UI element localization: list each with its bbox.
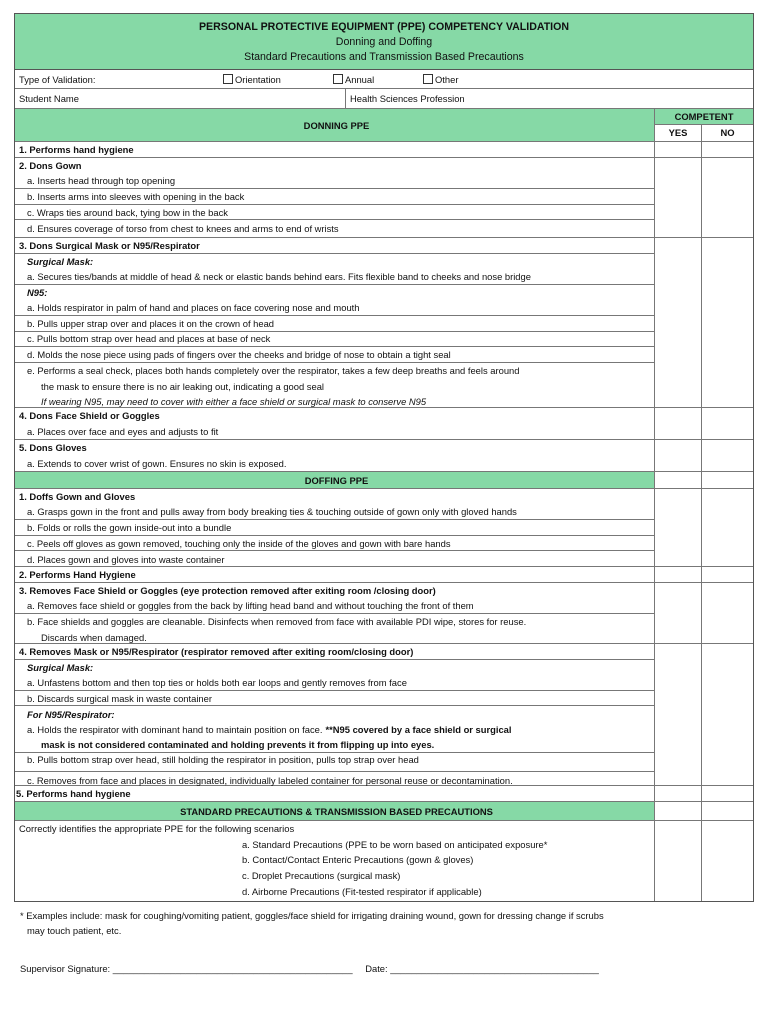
no-label: NO — [720, 127, 735, 138]
annual-label: Annual — [345, 73, 375, 85]
donning-3-n95-e1: e. Performs a seal check, places both hands completely over the respirator, takes a few deep breaths and feels around — [27, 365, 520, 377]
doffing-5-title: 5. Performs hand hygiene — [15, 786, 655, 801]
doffing-4-n95-a2: mask is not considered contaminated and holding prevents it from flipping up into eyes. — [15, 738, 654, 754]
signature-row — [20, 963, 599, 974]
form-title: PERSONAL PROTECTIVE EQUIPMENT (PPE) COMPETENCY VALIDATION — [198, 21, 570, 33]
donning-3-n95-label: N95: — [27, 287, 48, 299]
doffing-4-n95-label: For N95/Respirator: — [27, 708, 115, 720]
doffing-step-3 — [15, 583, 753, 644]
standard-text — [15, 821, 655, 901]
donning-3-surgical-label: Surgical Mask: — [27, 255, 94, 267]
doffing-3-no-box[interactable] — [702, 583, 753, 643]
doffing-4-n95-a1-bold: **N95 covered by a face shield or surgical — [325, 724, 512, 736]
doffing-step-4 — [15, 644, 753, 786]
donning-5a: a. Extends to cover wrist of gown. Ensures no skin is exposed. — [27, 457, 287, 469]
profession-field[interactable] — [346, 93, 465, 104]
donning-step-1-text: 1. Performs hand hygiene — [15, 142, 655, 157]
standard-header-yes-box — [655, 802, 702, 820]
donning-step-3 — [15, 238, 753, 408]
other-option[interactable] — [423, 74, 458, 85]
doffing-step-4-text — [15, 644, 655, 785]
doffing-1d: d. Places gown and gloves into waste container — [27, 553, 225, 565]
other-label: Other — [435, 73, 459, 85]
donning-title: DONNING PPE — [15, 109, 655, 141]
doffing-3b-line2: Discards when damaged. — [41, 632, 147, 644]
donning-3-no-box[interactable] — [702, 238, 753, 407]
profession-label: Health Sciences Profession — [350, 93, 465, 104]
donning-4a: a. Places over face and eyes and adjusts to fit — [27, 425, 219, 437]
doffing-4-n95-a1-text: a. Holds the respirator with dominant hand to maintain position on face. — [27, 724, 323, 736]
donning-2-no-box[interactable] — [702, 158, 753, 237]
donning-3-n95-b: b. Pulls upper strap over and places it on the crown of head — [15, 316, 654, 332]
donning-3-n95-e2: the mask to ensure there is no air leaking out, indicating a good seal — [41, 380, 324, 392]
doffing-2-no-box[interactable] — [702, 567, 753, 582]
standard-d: d. Airborne Precautions (Fit-tested respirator if applicable) — [242, 885, 482, 897]
donning-3-n95-a: a. Holds respirator in palm of hand and places on face covering nose and mouth — [15, 300, 654, 316]
ppe-form — [14, 13, 754, 902]
doffing-step-1-text — [15, 489, 655, 566]
donning-1-yes-box[interactable] — [655, 142, 702, 157]
supervisor-signature-field[interactable]: Supervisor Signature: ______________________________________________ — [20, 963, 353, 974]
standard-header-no-box — [702, 802, 753, 820]
donning-3-n95-d: d. Molds the nose piece using pads of fingers over the cheeks and bridge of nose to obtain a tight seal — [15, 347, 654, 363]
doffing-4-title: 4. Removes Mask or N95/Respirator (respirator removed after exiting room/closing door) — [15, 644, 654, 660]
standard-yes-box[interactable] — [655, 821, 702, 901]
other-checkbox[interactable] — [423, 74, 433, 84]
doffing-4-surgical-a: a. Unfastens bottom and then top ties or holds both ear loops and gently removes from face — [15, 675, 654, 691]
doffing-header-yes-box — [655, 472, 702, 488]
footnote-line-1: * Examples include: mask for coughing/vomiting patient, goggles/face shield for irrigating draining wound, gown for dressing change if scrubs — [20, 910, 604, 921]
doffing-header-row — [15, 472, 753, 489]
competent-label: COMPETENT — [655, 109, 753, 125]
orientation-checkbox[interactable] — [223, 74, 233, 84]
doffing-5-yes-box[interactable] — [655, 786, 702, 801]
doffing-5-no-box[interactable] — [702, 786, 753, 801]
donning-step-5-text — [15, 440, 655, 471]
standard-title: STANDARD PRECAUTIONS & TRANSMISSION BASED PRECAUTIONS — [15, 802, 655, 820]
orientation-label: Orientation — [235, 73, 281, 85]
doffing-4-n95-c: c. Removes from face and places in designated, individually labeled container for personal reuse or decontamination. — [27, 774, 513, 786]
doffing-3-title: 3. Removes Face Shield or Goggles (eye protection removed after exiting room /closing door) — [19, 585, 436, 597]
donning-2-yes-box[interactable] — [655, 158, 702, 237]
donning-1-no-box[interactable] — [702, 142, 753, 157]
donning-2-title: 2. Dons Gown — [19, 160, 82, 172]
doffing-step-2 — [15, 567, 753, 583]
doffing-1b: b. Folds or rolls the gown inside-out into a bundle — [15, 520, 654, 536]
donning-2d: d. Ensures coverage of torso from chest to knees and arms to end of wrists — [27, 222, 339, 234]
donning-4-title: 4. Dons Face Shield or Goggles — [19, 410, 160, 422]
doffing-step-3-text — [15, 583, 655, 643]
student-name-label: Student Name — [19, 93, 79, 104]
donning-step-4-text — [15, 408, 655, 439]
doffing-1c: c. Peels off gloves as gown removed, touching only the inside of the gloves and gown with bare hands — [15, 536, 654, 552]
doffing-1a: a. Grasps gown in the front and pulls away from body breaking ties & touching outside of gown only with gloved hands — [15, 505, 654, 521]
doffing-4-surgical-label: Surgical Mask: — [27, 661, 94, 673]
doffing-4-n95-a1 — [15, 722, 654, 738]
form-header — [15, 14, 753, 70]
yes-label: YES — [655, 125, 702, 141]
orientation-option[interactable] — [223, 74, 333, 85]
donning-3-yes-box[interactable] — [655, 238, 702, 407]
doffing-4-n95-b: b. Pulls bottom strap over head, still holding the respirator in position, pulls top strap over head — [15, 753, 654, 772]
footnote-line-2: may touch patient, etc. — [27, 925, 122, 936]
doffing-title: DOFFING PPE — [15, 472, 655, 488]
footnote — [20, 908, 720, 938]
form-subtitle-1: Donning and Doffing — [335, 36, 433, 48]
doffing-1-title: 1. Doffs Gown and Gloves — [19, 491, 136, 503]
annual-option[interactable] — [333, 74, 423, 85]
validation-type-row — [15, 70, 753, 89]
donning-header-row — [15, 109, 753, 142]
donning-step-5 — [15, 440, 753, 472]
doffing-3b-line1: b. Face shields and goggles are cleanable. Disinfects when removed from face with available PDI wipe, stores for reuse. — [27, 616, 527, 628]
doffing-4-yes-box[interactable] — [655, 644, 702, 785]
standard-b: b. Contact/Contact Enteric Precautions (gown & gloves) — [242, 854, 474, 866]
validation-type-label: Type of Validation: — [19, 73, 96, 85]
donning-step-4 — [15, 408, 753, 440]
form-frame — [14, 13, 754, 902]
donning-2a: a. Inserts head through top opening — [15, 174, 654, 190]
doffing-step-1 — [15, 489, 753, 567]
donning-2b: b. Inserts arms into sleeves with opening in the back — [15, 189, 654, 205]
donning-3-surgical-a: a. Secures ties/bands at middle of head & neck or elastic bands behind ears. Fits flexible band to cheeks and nose bridge — [15, 269, 654, 285]
donning-step-2 — [15, 158, 753, 238]
doffing-header-no-box — [702, 472, 753, 488]
standard-no-box[interactable] — [702, 821, 753, 901]
donning-4-no-box[interactable] — [702, 408, 753, 439]
donning-3-title: 3. Dons Surgical Mask or N95/Respirator — [15, 238, 654, 254]
donning-4-yes-box[interactable] — [655, 408, 702, 439]
date-field[interactable]: Date: ________________________________________ — [365, 963, 599, 974]
doffing-1-yes-box[interactable] — [655, 489, 702, 566]
doffing-step-5 — [15, 786, 753, 802]
donning-3-note: If wearing N95, may need to cover with either a face shield or surgical mask to conserve N95 — [41, 396, 427, 408]
donning-5-yes-box[interactable] — [655, 440, 702, 471]
doffing-2-yes-box[interactable] — [655, 567, 702, 582]
donning-step-3-text — [15, 238, 655, 407]
donning-step-2-text — [15, 158, 655, 237]
competent-header — [655, 109, 753, 141]
doffing-1-no-box[interactable] — [702, 489, 753, 566]
doffing-2-title: 2. Performs Hand Hygiene — [15, 567, 655, 582]
donning-3-n95-c: c. Pulls bottom strap over head and places at base of neck — [15, 332, 654, 348]
form-subtitle-2: Standard Precautions and Transmission Based Precautions — [244, 51, 524, 63]
standard-header-row — [15, 802, 753, 821]
student-row — [15, 89, 753, 109]
standard-row — [15, 821, 753, 901]
doffing-3-yes-box[interactable] — [655, 583, 702, 643]
donning-step-1 — [15, 142, 753, 158]
annual-checkbox[interactable] — [333, 74, 343, 84]
doffing-4-no-box[interactable] — [702, 644, 753, 785]
student-name-field[interactable] — [15, 89, 346, 108]
donning-5-no-box[interactable] — [702, 440, 753, 471]
donning-2c: c. Wraps ties around back, tying bow in the back — [15, 205, 654, 221]
doffing-4-surgical-b: b. Discards surgical mask in waste container — [15, 691, 654, 707]
standard-c: c. Droplet Precautions (surgical mask) — [242, 870, 401, 882]
donning-5-title: 5. Dons Gloves — [19, 442, 87, 454]
standard-a: a. Standard Precautions (PPE to be worn based on anticipated exposure* — [242, 838, 548, 850]
standard-intro: Correctly identifies the appropriate PPE for the following scenarios — [19, 823, 295, 835]
doffing-3a: a. Removes face shield or goggles from the back by lifting head band and without touching the front of them — [15, 599, 654, 615]
